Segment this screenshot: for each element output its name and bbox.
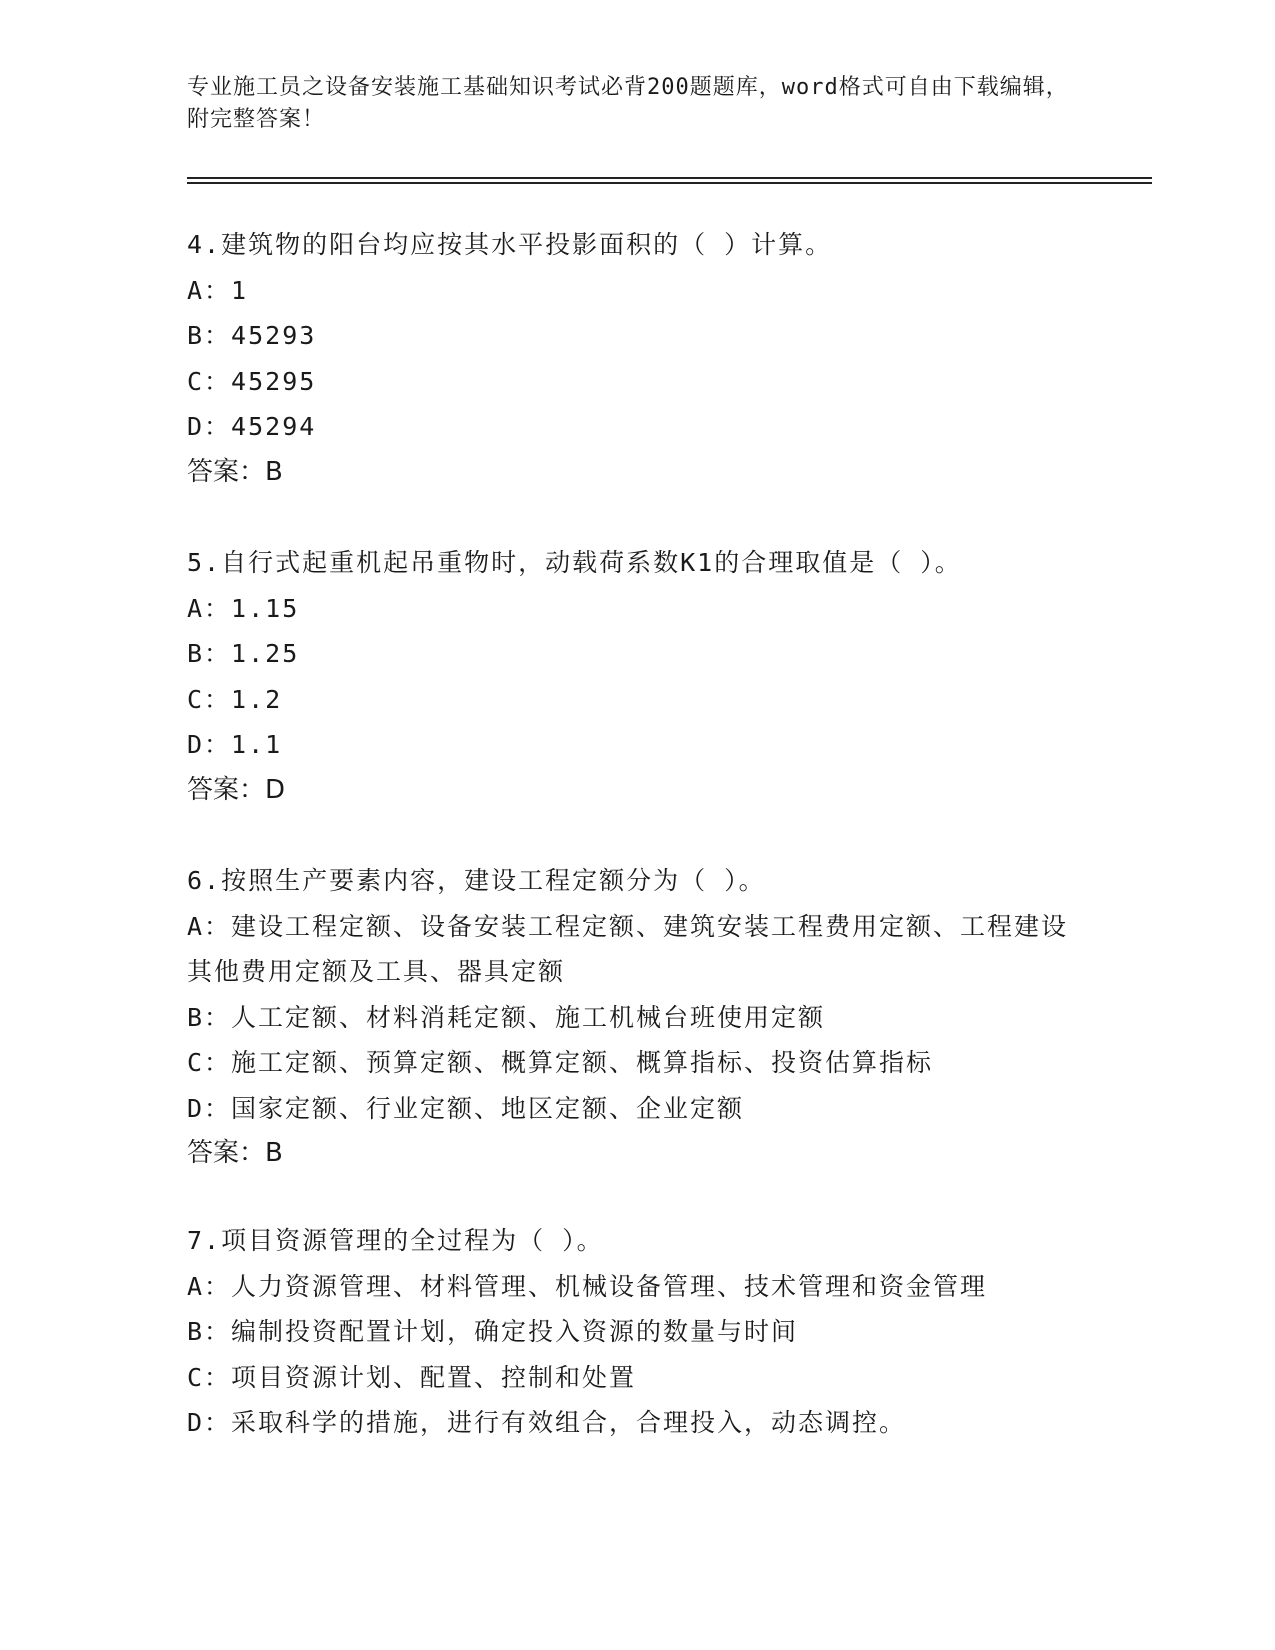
option-b: B：编制投资配置计划，确定投入资源的数量与时间: [187, 1317, 799, 1346]
option-c: C：施工定额、预算定额、概算定额、概算指标、投资估算指标: [187, 1048, 934, 1077]
option-c: C：1.2: [187, 684, 283, 714]
option-b: B：1.25: [187, 639, 300, 668]
question-stem: 5.自行式起重机起吊重物时，动载荷系数K1的合理取值是（ ）。: [187, 548, 962, 577]
divider-line-top: [187, 177, 1152, 179]
option-d: D：国家定额、行业定额、地区定额、企业定额: [187, 1093, 745, 1123]
option-c: C：45295: [187, 366, 317, 396]
answer-line: 答案：B: [187, 1138, 283, 1168]
option-d: D：采取科学的措施，进行有效组合，合理投入，动态调控。: [187, 1408, 907, 1437]
option-d: D：1.1: [187, 730, 283, 759]
divider-line-bottom: [187, 182, 1152, 184]
question-stem: 6.按照生产要素内容，建设工程定额分为（ ）。: [187, 866, 766, 895]
option-b: B：人工定额、材料消耗定额、施工机械台班使用定额: [187, 1002, 826, 1032]
option-b: B：45293: [187, 321, 317, 350]
option-a: A：1: [187, 275, 249, 305]
option-a: A：人力资源管理、材料管理、机械设备管理、技术管理和资金管理: [187, 1271, 988, 1301]
option-a: A：1.15: [187, 593, 300, 623]
option-a: A：建设工程定额、设备安装工程定额、建筑安装工程费用定额、工程建设其他费用定额及工具、器具定额: [187, 911, 1069, 986]
document-title: 专业施工员之设备安装施工基础知识考试必背200题题库，word格式可自由下载编辑，附完整答案！: [187, 75, 1069, 132]
question-stem: 7.项目资源管理的全过程为（ ）。: [187, 1226, 604, 1255]
question-7: [187, 1218, 1087, 1446]
header-divider: [187, 177, 1152, 183]
question-4: [187, 222, 1087, 495]
option-d: D：45294: [187, 412, 317, 441]
question-stem: 4.建筑物的阳台均应按其水平投影面积的（ ）计算。: [187, 230, 833, 259]
question-5: [187, 540, 1087, 813]
question-6: [187, 858, 1087, 1176]
option-c: C：项目资源计划、配置、控制和处置: [187, 1362, 637, 1392]
answer-line: 答案：B: [187, 456, 283, 487]
answer-line: 答案：D: [187, 774, 286, 805]
